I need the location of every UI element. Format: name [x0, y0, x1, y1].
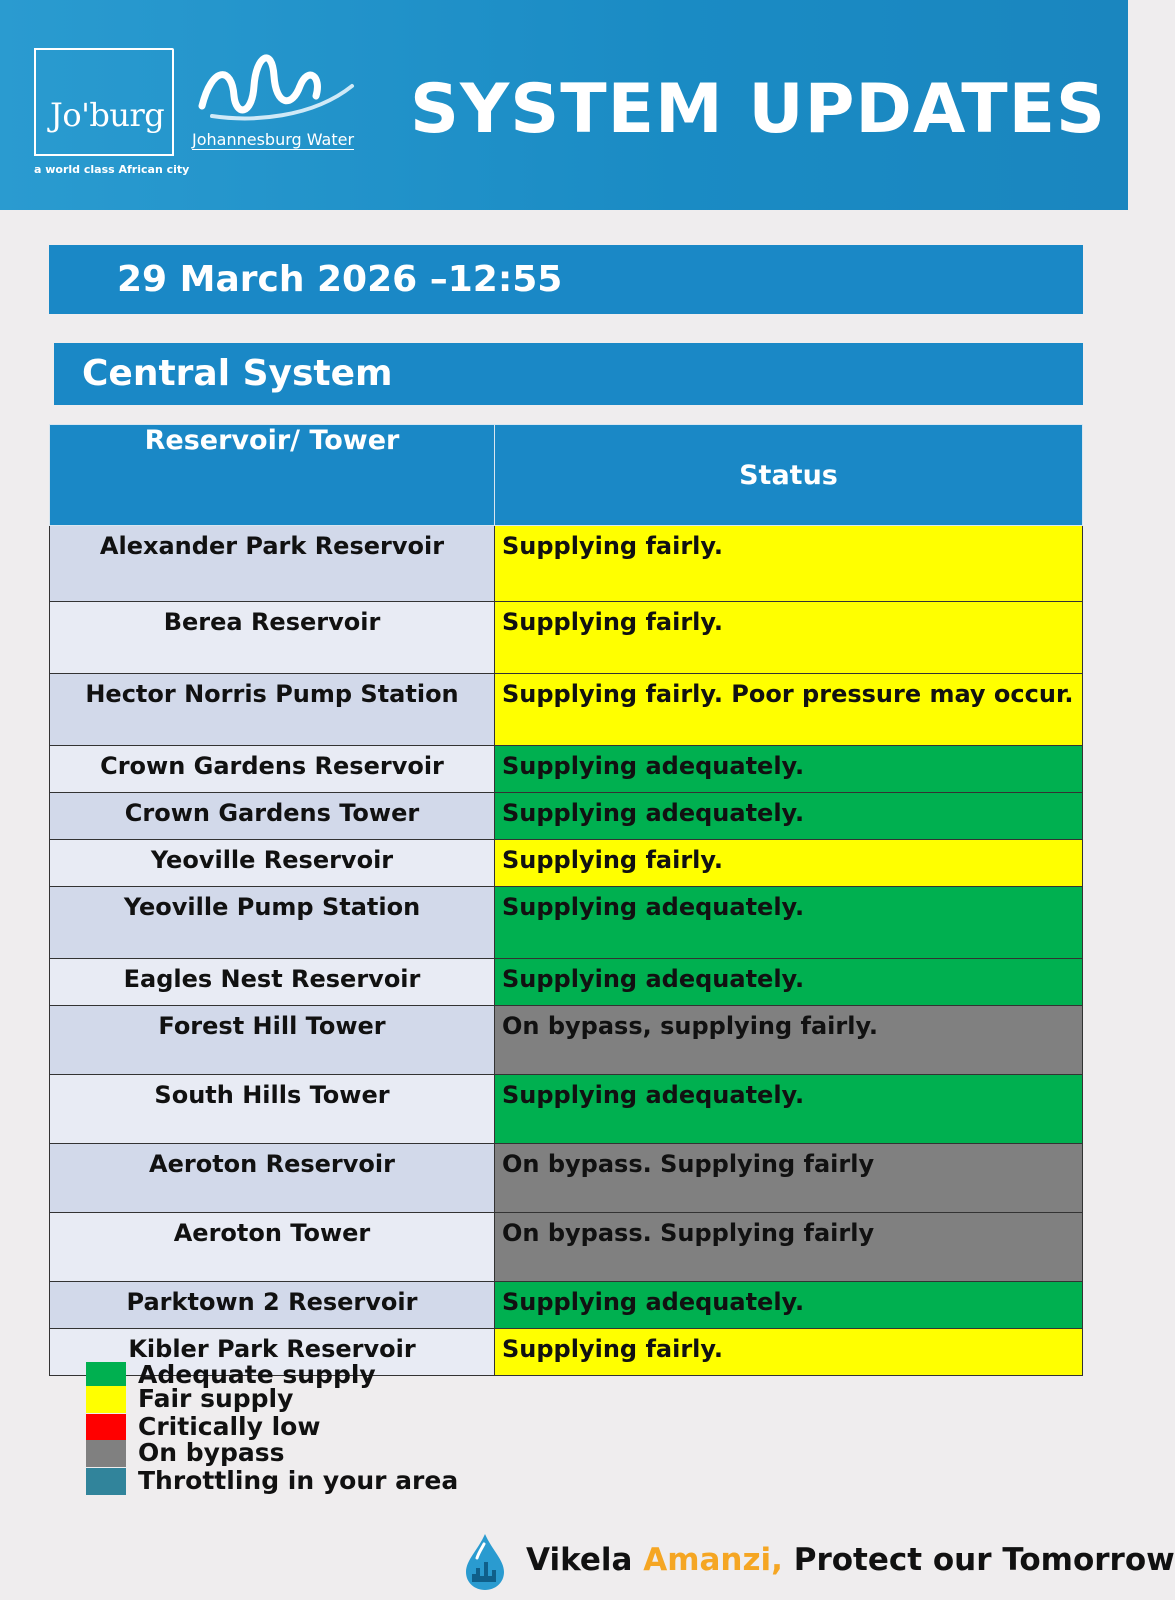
legend-label: Adequate supply	[138, 1360, 376, 1389]
johannesburg-water-name: Johannesburg Water	[192, 130, 355, 149]
row-status: Supplying fairly.	[495, 526, 1083, 602]
joburg-tagline: a world class African city	[34, 163, 190, 176]
system-name: Central System	[82, 353, 393, 394]
column-header-name: Reservoir/ Tower	[50, 425, 495, 526]
legend-swatch	[86, 1386, 126, 1413]
slogan-accent: Amanzi,	[643, 1542, 783, 1578]
date-banner	[49, 245, 1083, 314]
row-name: Forest Hill Tower	[50, 1006, 495, 1075]
row-name: Crown Gardens Reservoir	[50, 746, 495, 793]
row-name: Crown Gardens Tower	[50, 793, 495, 840]
legend-label: Critically low	[138, 1412, 321, 1441]
row-name: Hector Norris Pump Station	[50, 674, 495, 746]
column-header-status: Status	[495, 425, 1083, 526]
row-status: Supplying adequately.	[495, 746, 1083, 793]
row-status: Supplying adequately.	[495, 1282, 1083, 1329]
page-title: SYSTEM UPDATES	[410, 70, 1107, 149]
row-name: Aeroton Tower	[50, 1213, 495, 1282]
status-table	[49, 424, 1083, 1376]
table-row	[50, 887, 1083, 959]
table-row	[50, 602, 1083, 674]
legend-label: Throttling in your area	[138, 1466, 459, 1495]
row-status: Supplying fairly.	[495, 602, 1083, 674]
row-name: Parktown 2 Reservoir	[50, 1282, 495, 1329]
legend-swatch	[86, 1468, 126, 1495]
water-wave-icon	[192, 46, 362, 128]
joburg-logo-text: Jo'burg	[50, 96, 165, 134]
table-row	[50, 793, 1083, 840]
row-status: On bypass. Supplying fairly	[495, 1144, 1083, 1213]
legend-swatch	[86, 1414, 126, 1441]
row-status: On bypass, supplying fairly.	[495, 1006, 1083, 1075]
row-status: Supplying adequately.	[495, 959, 1083, 1006]
row-name: South Hills Tower	[50, 1075, 495, 1144]
row-name: Aeroton Reservoir	[50, 1144, 495, 1213]
table-row	[50, 1282, 1083, 1329]
row-name: Berea Reservoir	[50, 602, 495, 674]
table-row	[50, 746, 1083, 793]
legend-swatch	[86, 1440, 126, 1467]
row-name: Kibler Park Reservoir	[50, 1329, 495, 1376]
row-status: Supplying adequately.	[495, 1075, 1083, 1144]
johannesburg-water-logo	[188, 46, 368, 156]
update-datetime: 29 March 2026 –12:55	[117, 259, 563, 300]
footer-slogan	[462, 1532, 1175, 1594]
row-status: On bypass. Supplying fairly	[495, 1213, 1083, 1282]
table-header-row	[50, 425, 1083, 526]
table-row	[50, 1144, 1083, 1213]
legend-swatch	[86, 1362, 126, 1389]
table-row	[50, 840, 1083, 887]
legend-label: On bypass	[138, 1438, 285, 1467]
footer-slogan-text	[526, 1542, 1175, 1578]
joburg-logo	[34, 48, 190, 178]
row-status: Supplying fairly. Poor pressure may occur.	[495, 674, 1083, 746]
table-row	[50, 1213, 1083, 1282]
water-drop-icon	[462, 1532, 508, 1592]
table-row	[50, 1006, 1083, 1075]
row-name: Eagles Nest Reservoir	[50, 959, 495, 1006]
header-banner	[0, 0, 1128, 210]
table-row	[50, 1075, 1083, 1144]
legend-label: Fair supply	[138, 1384, 294, 1413]
table-row	[50, 959, 1083, 1006]
row-status: Supplying fairly.	[495, 1329, 1083, 1376]
row-status: Supplying fairly.	[495, 840, 1083, 887]
table-row	[50, 526, 1083, 602]
row-name: Yeoville Reservoir	[50, 840, 495, 887]
system-banner	[54, 343, 1083, 405]
slogan-part-2: Protect our Tomorrow	[782, 1542, 1175, 1578]
legend	[86, 1362, 486, 1502]
slogan-part-1: Vikela	[526, 1542, 644, 1578]
row-status: Supplying adequately.	[495, 887, 1083, 959]
row-name: Alexander Park Reservoir	[50, 526, 495, 602]
row-status: Supplying adequately.	[495, 793, 1083, 840]
table-row	[50, 674, 1083, 746]
row-name: Yeoville Pump Station	[50, 887, 495, 959]
